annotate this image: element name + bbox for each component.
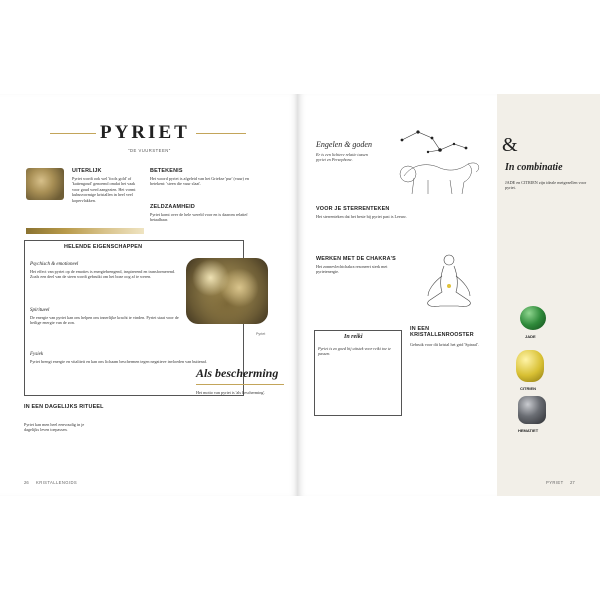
title-rule-left — [50, 133, 96, 134]
engelen-text: Er is een lichtere relatie tussen pyriet en Perzephone. — [316, 152, 368, 163]
hematiet-stone — [518, 396, 546, 424]
spiritueel-heading: Spiritueel — [30, 308, 50, 313]
bescherming-text: Het motto van pyriet is 'als bescherming'. — [196, 390, 266, 395]
reiki-text: Pyriet is zo goed bij uitstek voor reiki toe te passen. — [318, 346, 391, 357]
ampersand: & — [502, 134, 518, 156]
psychisch-text: Het effect van pyriet op de emoties is energiebrengend, inspirerend en transformerend. Zoals een deel van de steen wordt gebruikt om het boze oog af te weren. — [30, 269, 176, 280]
chakras-text: Het zonnevlechtchakra resoneert sterk met pyrietenergie. — [316, 264, 388, 275]
jade-label: JADE — [525, 334, 536, 339]
image-caption: Pyriet — [256, 332, 266, 336]
title-rule-right — [196, 133, 246, 134]
chakras-heading: WERKEN MET DE CHAKRA'S — [316, 256, 396, 262]
page-title: PYRIET — [100, 122, 190, 143]
bescherming-heading: Als bescherming — [196, 366, 279, 380]
page-subtitle: "DE VUURSTEEN" — [128, 148, 171, 153]
uiterlijk-text: Pyriet wordt ook wel 'fools gold' of 'kattengoud' genoemd omdat het vaak voor goud werd aangezien. Het vormt kubusvormige kristallen in heel veel kopervlakken. — [72, 176, 136, 203]
citrien-label: CITRIEN — [520, 386, 536, 391]
pyrite-cluster-image — [26, 168, 64, 200]
uiterlijk-label: UITERLIJK — [72, 168, 102, 174]
left-page-number: 26 — [24, 480, 29, 485]
spiritueel-text: De energie van pyriet kan ons helpen ons innerlijke kracht te vinden. Pyriet staat voor de heilige energie van de zon. — [30, 315, 179, 326]
combinatie-heading: In combinatie — [505, 162, 563, 173]
zeldzaamheid-text: Pyriet komt over de hele wereld voor en is daarom relatief betaalbaar. — [150, 212, 248, 223]
kristallenrooster-text: Gebruik voor dit kristal het grid 'Spiraal'. — [410, 342, 479, 347]
betekenis-label: BETEKENIS — [150, 168, 183, 174]
right-page-number: 27 — [570, 480, 575, 485]
zeldzaamheid-label: ZELDZAAMHEID — [150, 204, 195, 210]
leo-constellation-illustration — [384, 122, 490, 200]
sterrenteken-text: Het sterrenteken dat het beste bij pyriet past is Leeuw. — [316, 214, 407, 219]
fysiek-heading: Fysiek — [30, 352, 44, 357]
helende-heading: HELENDE EIGENSCHAPPEN — [64, 244, 143, 250]
meditation-figure-illustration — [406, 252, 492, 316]
left-running-head: KRISTALLENGIDS — [36, 480, 78, 485]
dagelijks-heading: IN EEN DAGELIJKS RITUEEL — [24, 404, 104, 410]
sterrenteken-heading: VOOR JE STERRENTEKEN — [316, 206, 390, 212]
reiki-heading: In reiki — [344, 334, 363, 340]
psychisch-heading: Psychisch & emotioneel — [30, 262, 79, 267]
bescherming-rule — [196, 384, 284, 385]
pyrite-large-image — [186, 258, 268, 324]
dagelijks-text: Pyriet kan men heel eenvoudig in je dagelijks leven toepassen. — [24, 422, 85, 433]
kristallenrooster-heading: IN EEN KRISTALLENROOSTER — [410, 326, 474, 338]
combinatie-text: JADE en CITRIEN zijn ideale metgezellen voor pyriet. — [505, 180, 587, 191]
engelen-heading: Engelen & goden — [316, 140, 372, 149]
hematiet-label: HEMATIET — [518, 428, 539, 433]
right-running-head: PYRIET — [546, 480, 564, 485]
betekenis-text: Het woord pyriet is afgeleid van het Griekse 'pur' (vuur) en betekent: 'steen die vuur slaat'. — [150, 176, 249, 187]
jade-stone — [520, 306, 546, 330]
citrien-stone — [516, 350, 544, 382]
fysiek-text: Pyriet brengt energie en vitaliteit en kan ons lichaam beschermen tegen negatieve invloeden van buitenaf. — [30, 359, 208, 364]
color-gradient-bar — [26, 228, 144, 234]
reiki-box — [314, 330, 402, 416]
